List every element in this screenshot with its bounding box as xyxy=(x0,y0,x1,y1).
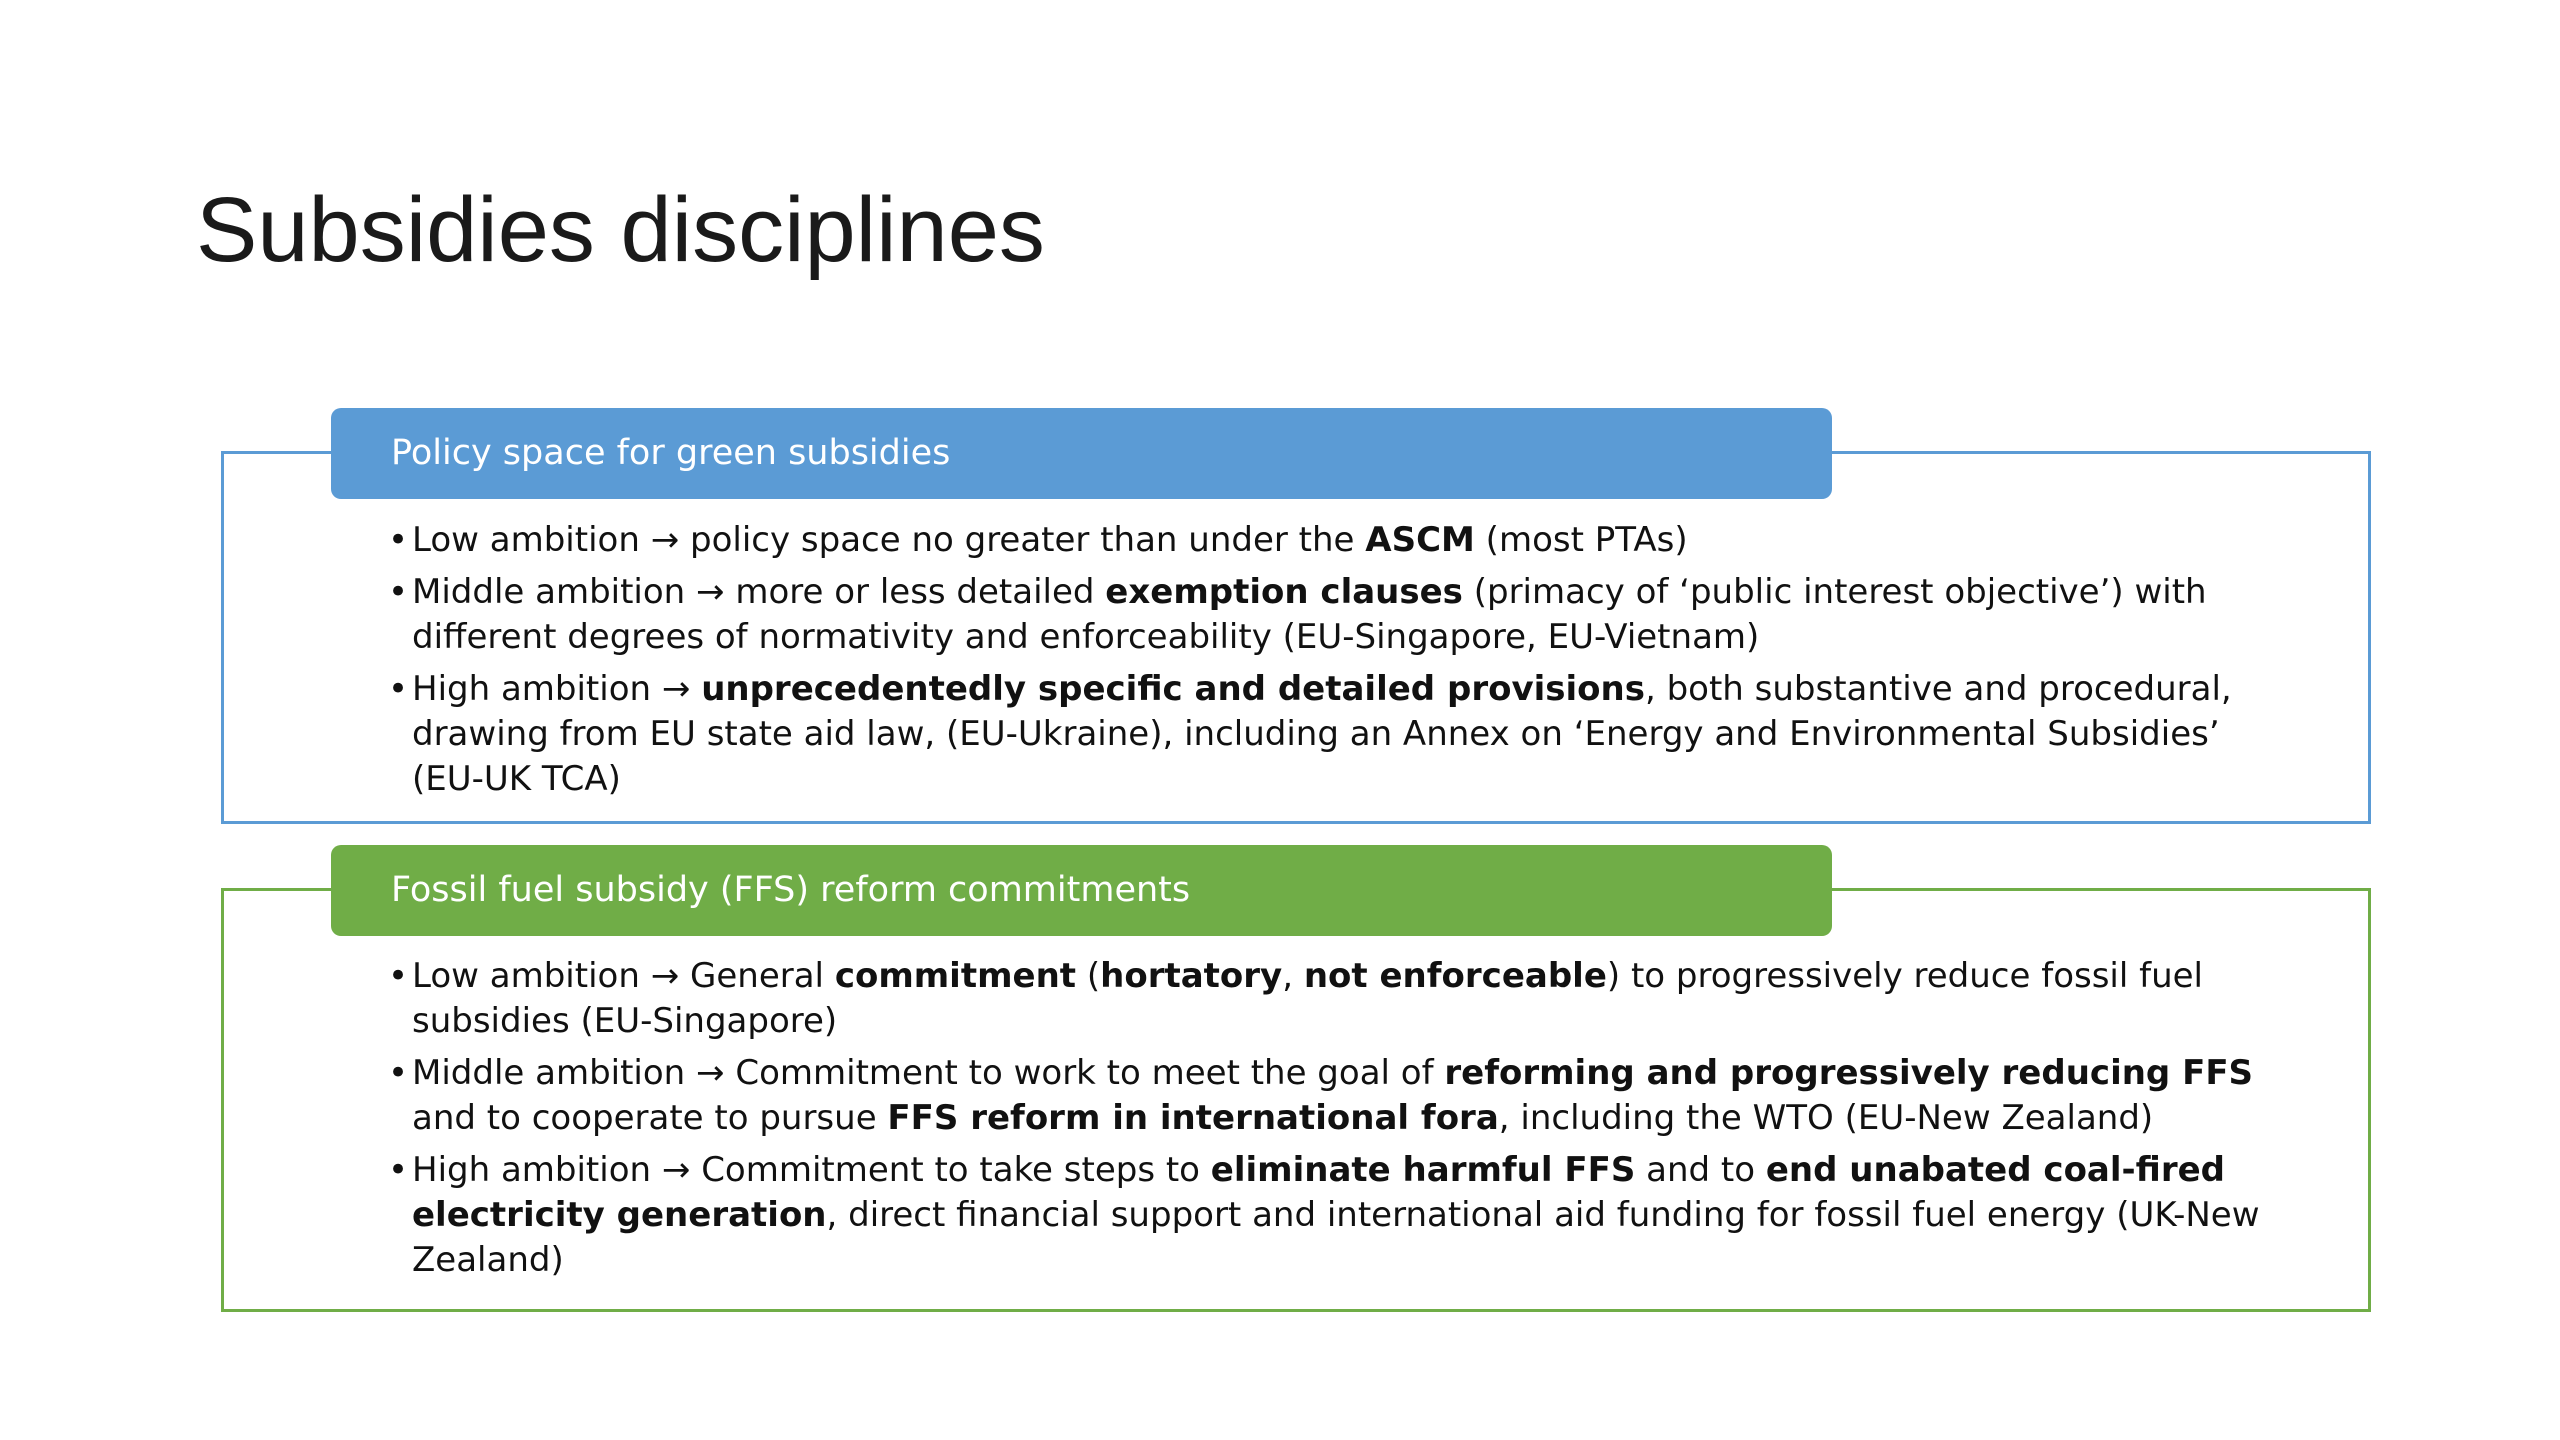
body-text: policy space no greater than under the xyxy=(690,520,1366,560)
body-text: and to cooperate to pursue xyxy=(412,1098,888,1138)
emphasis-text: ASCM xyxy=(1365,520,1475,560)
emphasis-text: eliminate harmful FFS xyxy=(1210,1150,1636,1190)
arrow-right-icon: → xyxy=(650,956,680,996)
arrow-right-icon: → xyxy=(696,1053,725,1093)
emphasis-text: FFS reform in international fora xyxy=(887,1098,1499,1138)
ambition-label: Low ambition xyxy=(412,520,640,560)
bullet-icon: • xyxy=(388,669,409,709)
body-text: , xyxy=(1282,956,1304,996)
list-item xyxy=(388,570,2268,660)
emphasis-text: exemption clauses xyxy=(1105,572,1463,612)
green-subsidies-list xyxy=(388,518,2268,809)
body-text: ) to progressively reduce fossil fuel subsidies (EU-Singapore) xyxy=(412,956,2204,1041)
list-item xyxy=(388,1051,2268,1141)
arrow-right-icon: → xyxy=(650,520,680,560)
emphasis-text: hortatory xyxy=(1100,956,1283,996)
body-text: , including the WTO (EU-New Zealand) xyxy=(1498,1098,2154,1138)
green-subsidies-header: Policy space for green subsidies xyxy=(331,408,1832,499)
body-text: more or less detailed xyxy=(735,572,1106,612)
body-text: (most PTAs) xyxy=(1474,520,1688,560)
emphasis-text: end unabated coal-fired electricity generation xyxy=(412,1150,2226,1235)
arrow-right-icon: → xyxy=(696,572,725,612)
list-item xyxy=(388,954,2268,1044)
arrow-right-icon: → xyxy=(661,669,691,709)
body-text: Commitment to work to meet the goal of xyxy=(735,1053,1445,1093)
ambition-label: High ambition xyxy=(412,669,652,709)
bullet-icon: • xyxy=(388,1150,409,1190)
list-item xyxy=(388,667,2268,802)
emphasis-text: reforming and progressively reducing FFS xyxy=(1444,1053,2254,1093)
emphasis-text: not enforceable xyxy=(1303,956,1607,996)
ffs-reform-header: Fossil fuel subsidy (FFS) reform commitments xyxy=(331,845,1832,936)
body-text: , direct financial support and international aid funding for fossil fuel energy (UK-New Zealand) xyxy=(412,1195,2260,1280)
list-item xyxy=(388,1148,2268,1283)
bullet-icon: • xyxy=(388,1053,409,1093)
ambition-label: Middle ambition xyxy=(412,1053,686,1093)
ambition-label: High ambition xyxy=(412,1150,652,1190)
body-text: ( xyxy=(1076,956,1101,996)
bullet-icon: • xyxy=(388,572,409,612)
ffs-reform-list xyxy=(388,954,2268,1290)
slide-title: Subsidies disciplines xyxy=(196,179,1045,281)
list-item xyxy=(388,518,2268,563)
arrow-right-icon: → xyxy=(661,1150,691,1190)
emphasis-text: unprecedentedly specific and detailed provisions xyxy=(701,669,1645,709)
body-text: Commitment to take steps to xyxy=(701,1150,1211,1190)
ambition-label: Middle ambition xyxy=(412,572,686,612)
body-text: General xyxy=(690,956,835,996)
body-text: (primacy of ‘public interest objective’) with different degrees of normativity and enforceability (EU-Singapore, EU-Vietnam) xyxy=(412,572,2207,657)
body-text: , both substantive and procedural, drawing from EU state aid law, (EU-Ukraine), including an Annex on ‘Energy and Environmental Subsidies’ (EU-UK TCA) xyxy=(412,669,2232,799)
bullet-icon: • xyxy=(388,520,409,560)
ambition-label: Low ambition xyxy=(412,956,640,996)
bullet-icon: • xyxy=(388,956,409,996)
emphasis-text: commitment xyxy=(834,956,1077,996)
body-text: and to xyxy=(1635,1150,1766,1190)
